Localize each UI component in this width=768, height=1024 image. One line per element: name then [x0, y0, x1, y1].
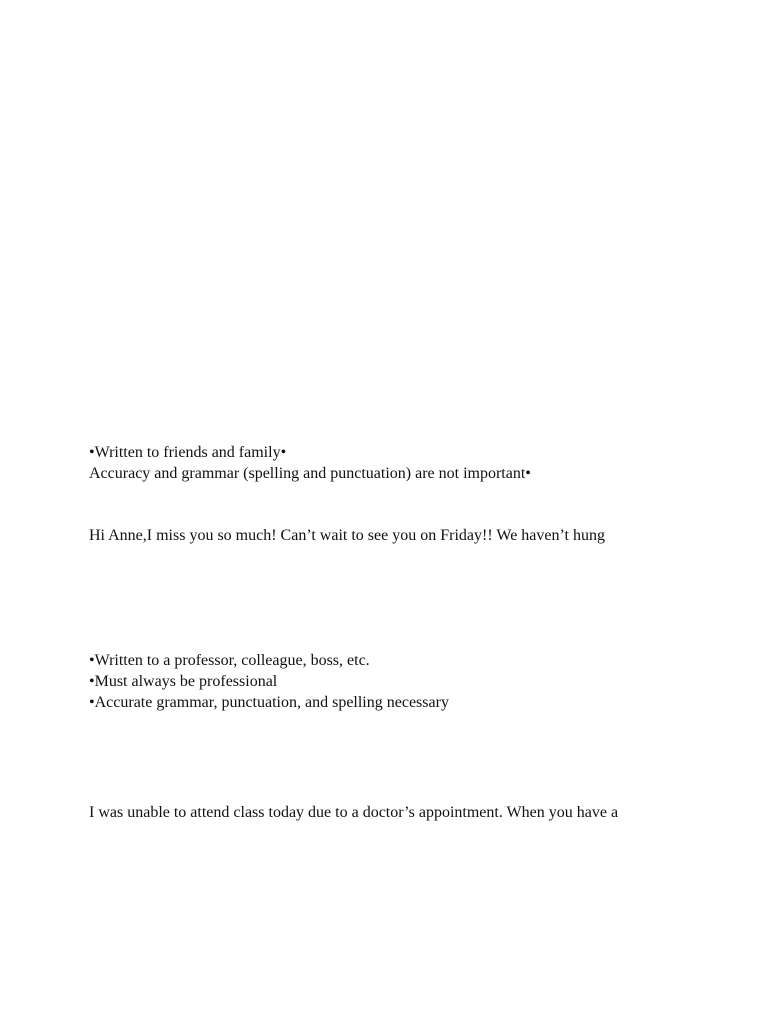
- informal-bullet-1: •Written to friends and family•: [89, 444, 287, 461]
- formal-bullet-1: •Written to a professor, colleague, boss, etc.: [89, 652, 370, 669]
- informal-bullet-2: Accuracy and grammar (spelling and punctuation) are not important•: [89, 465, 531, 482]
- informal-example-text: Hi Anne,I miss you so much! Can’t wait to see you on Friday!! We haven’t hung: [89, 527, 605, 544]
- formal-bullet-2: •Must always be professional: [89, 673, 278, 690]
- formal-example-text: I was unable to attend class today due to a doctor’s appointment. When you have a: [89, 804, 619, 821]
- formal-bullet-3: •Accurate grammar, punctuation, and spelling necessary: [89, 694, 449, 711]
